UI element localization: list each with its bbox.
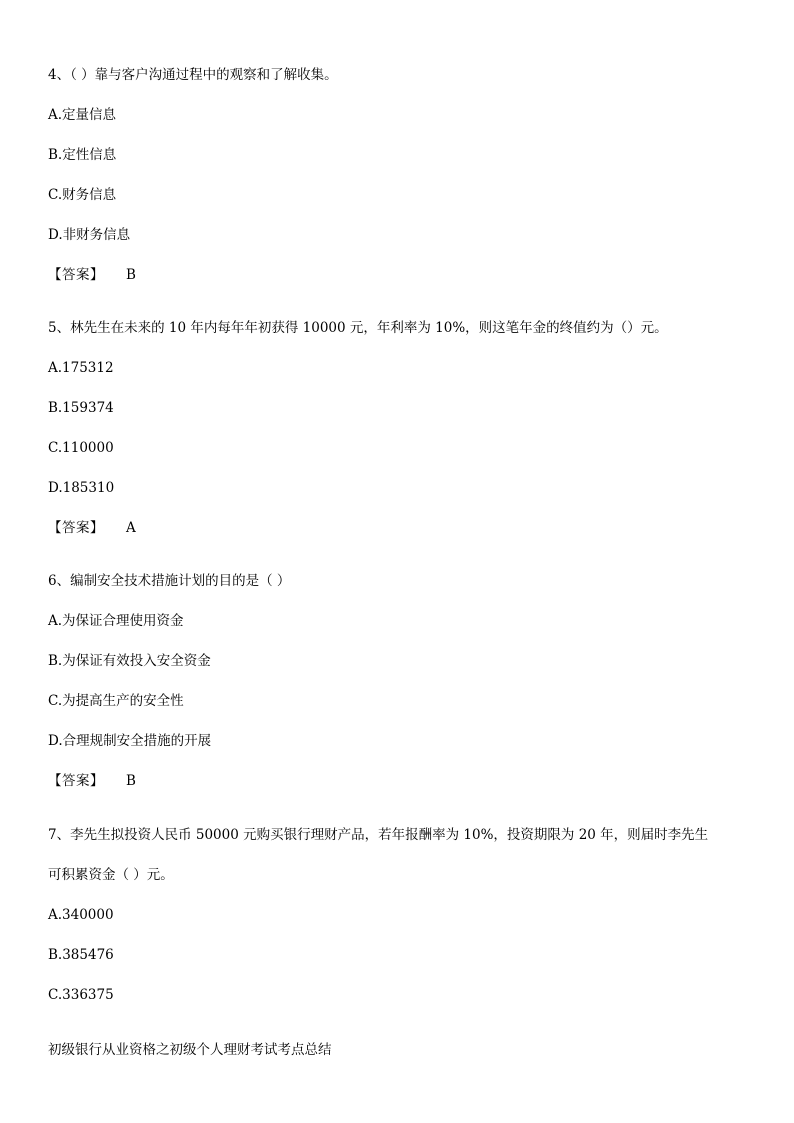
question-4-option-a: A.定量信息 — [48, 107, 117, 123]
question-6-stem: 6、编制安全技术措施计划的目的是（ ） — [48, 573, 291, 589]
question-6-option-b: B.为保证有效投入安全资金 — [48, 653, 211, 669]
question-7-option-b: B.385476 — [48, 947, 114, 963]
question-7-option-c: C.336375 — [48, 987, 114, 1003]
answer-value: A — [126, 520, 136, 536]
question-5-option-a: A.175312 — [48, 360, 114, 376]
question-5-option-c: C.110000 — [48, 440, 114, 456]
question-4-stem: 4、（ ）靠与客户沟通过程中的观察和了解收集。 — [48, 67, 338, 83]
question-4-option-b: B.定性信息 — [48, 147, 117, 163]
question-5-option-b: B.159374 — [48, 400, 114, 416]
question-4-option-c: C.财务信息 — [48, 187, 117, 203]
answer-label: 【答案】 — [48, 773, 104, 789]
answer-label: 【答案】 — [48, 267, 104, 283]
question-6-option-d: D.合理规制安全措施的开展 — [48, 733, 212, 749]
answer-value: B — [126, 267, 136, 283]
question-6-option-c: C.为提高生产的安全性 — [48, 693, 184, 709]
answer-label: 【答案】 — [48, 520, 104, 536]
question-6-option-a: A.为保证合理使用资金 — [48, 613, 184, 629]
question-7-stem-line-2: 可积累资金（ ）元。 — [48, 867, 174, 883]
question-4-answer-row — [48, 266, 136, 284]
question-4-option-d: D.非财务信息 — [48, 227, 131, 243]
question-6-answer-row — [48, 772, 136, 790]
question-7-option-a: A.340000 — [48, 907, 114, 923]
question-7-stem-line-1: 7、李先生拟投资人民币 50000 元购买银行理财产品，若年报酬率为 10%，投资期限为 20 年，则届时李先生 — [48, 827, 709, 843]
question-5-answer-row — [48, 519, 136, 537]
question-5-stem: 5、林先生在未来的 10 年内每年年初获得 10000 元，年利率为 10%，则这笔年金的终值约为（）元。 — [48, 320, 668, 336]
question-5-option-d: D.185310 — [48, 480, 115, 496]
answer-value: B — [126, 773, 136, 789]
page-footer: 初级银行从业资格之初级个人理财考试考点总结 — [48, 1042, 332, 1058]
